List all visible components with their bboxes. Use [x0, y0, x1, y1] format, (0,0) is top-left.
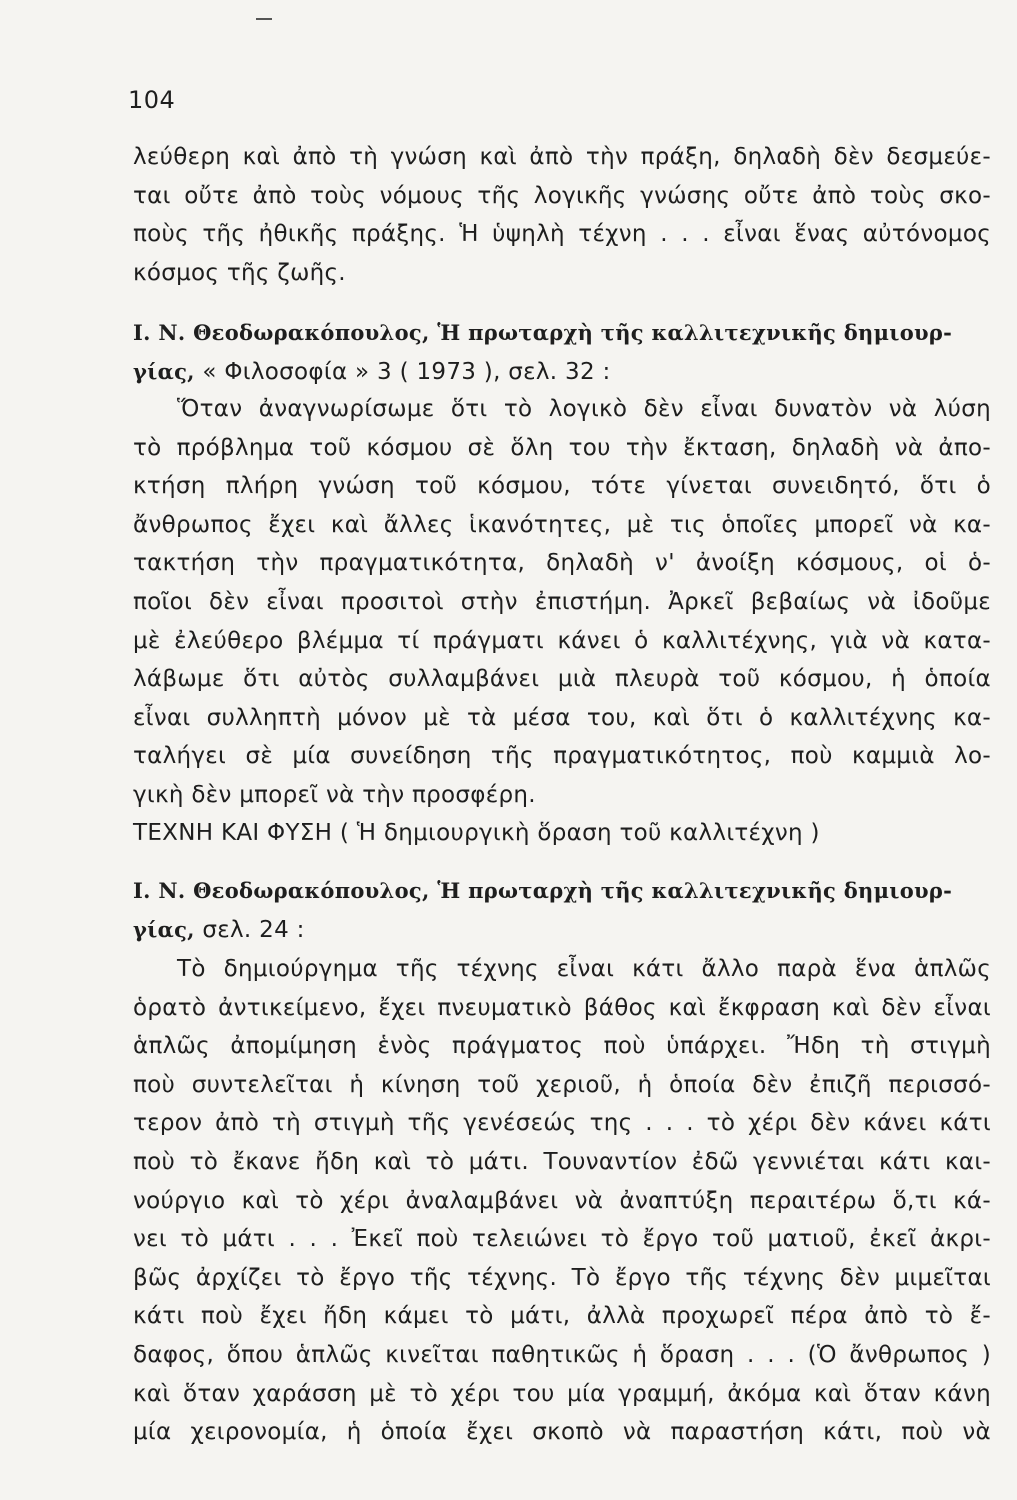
text-line: ταλήγει σὲ μία συνείδηση τῆς πραγματικότητος, ποὺ καμμιὰ λο-	[133, 743, 991, 770]
quote-paragraph-1	[133, 390, 991, 815]
text-line: δαφος, ὅπου ἁπλῶς κινεῖται παθητικῶς ἡ ὅραση . . . (Ὁ ἄνθρωπος )	[133, 1341, 991, 1368]
text-line: ποῖοι δὲν εἶναι προσιτοὶ στὴν ἐπιστήμη. Ἀρκεῖ βεβαίως νὰ ἰδοῦμε	[133, 588, 991, 615]
text-line: ποὺ τὸ ἔκανε ἤδη καὶ τὸ μάτι. Τουναντίον ἐδῶ γεννιέται κάτι και-	[133, 1148, 991, 1175]
text-line: Ὅταν ἀναγνωρίσωμε ὅτι τὸ λογικὸ δὲν εἶναι δυνατὸν νὰ λύση	[177, 396, 991, 422]
text-line: ποὺ συντελεῖται ἡ κίνηση τοῦ χεριοῦ, ἡ ὁποία δὲν ἐπιζῆ περισσό-	[133, 1071, 991, 1098]
quote-paragraph-2	[133, 950, 991, 1452]
text-line: τακτήση τὴν πραγματικότητα, δηλαδὴ ν' ἀνοίξη κόσμους, οἱ ὁ-	[133, 550, 991, 577]
text-line: λεύθερη καὶ ἀπὸ τὴ γνώση καὶ ἀπὸ τὴν πράξη, δηλαδὴ δὲν δεσμεύε-	[133, 144, 991, 170]
citation-author	[133, 314, 991, 353]
text-line: κόσμος τῆς ζωῆς.	[133, 259, 346, 286]
text-line: καὶ ὅταν χαράσση μὲ τὸ χέρι του μία γραμμή, ἀκόμα καὶ ὅταν κάνη	[133, 1380, 991, 1407]
citation-source-rest: σελ. 24 :	[194, 916, 305, 943]
text-line: ποὺς τῆς ἠθικῆς πράξης. Ἡ ὑψηλὴ τέχνη . . . εἶναι ἕνας αὐτόνομος	[133, 221, 991, 248]
text-line: τερον ἀπὸ τὴ στιγμὴ τῆς γενέσεώς της . . . τὸ χέρι δὲν κάνει κάτι	[133, 1110, 991, 1137]
citation-author-text: Ι. Ν. Θεοδωρακόπουλος, Ἡ πρωταρχὴ τῆς καλλιτεχνικῆς δημιουρ-	[133, 320, 953, 345]
text-line: ὁρατὸ ἀντικείμενο, ἔχει πνευματικὸ βάθος καὶ ἔκφραση καὶ δὲν εἶναι	[133, 994, 991, 1021]
citation-source-rest: « Φιλοσοφία » 3 ( 1973 ), σελ. 32 :	[194, 358, 611, 385]
text-line: ται οὔτε ἀπὸ τοὺς νόμους τῆς λογικῆς γνώσης οὔτε ἀπὸ τοὺς σκο-	[133, 182, 991, 209]
top-mark	[256, 18, 272, 20]
text-line: εἶναι συλληπτὴ μόνον μὲ τὰ μέσα του, καὶ ὅτι ὁ καλλιτέχνης κα-	[133, 704, 991, 731]
text-line: μία χειρονομία, ἡ ὁποία ἔχει σκοπὸ νὰ παραστήση κάτι, ποὺ νὰ	[133, 1419, 991, 1446]
citation-source-bold: γίας,	[133, 358, 195, 384]
text-line: γικὴ δὲν μπορεῖ νὰ τὴν προσφέρη.	[133, 781, 536, 808]
citation-1	[133, 314, 991, 391]
citation-author	[133, 872, 991, 911]
text-line: Τὸ δημιούργημα τῆς τέχνης εἶναι κάτι ἄλλο παρὰ ἕνα ἁπλῶς	[177, 956, 991, 982]
citation-source	[133, 911, 991, 950]
text-line: τὸ πρόβλημα τοῦ κόσμου σὲ ὅλη του τὴν ἔκταση, δηλαδὴ νὰ ἀπο-	[133, 434, 991, 461]
paragraph-continuation	[133, 138, 991, 292]
text-line: κτήση πλήρη γνώση τοῦ κόσμου, τότε γίνεται συνειδητό, ὅτι ὁ	[133, 473, 991, 500]
section-heading: ΤΕΧΝΗ ΚΑΙ ΦΥΣΗ ( Ἡ δημιουργικὴ ὅραση τοῦ καλλιτέχνη )	[133, 820, 820, 846]
text-line: ἁπλῶς ἀπομίμηση ἑνὸς πράγματος ποὺ ὑπάρχει. Ἤδη τὴ στιγμὴ	[133, 1033, 991, 1060]
text-line: κάτι ποὺ ἔχει ἤδη κάμει τὸ μάτι, ἀλλὰ προχωρεῖ πέρα ἀπὸ τὸ ἔ-	[133, 1303, 991, 1330]
page-number: 104	[128, 86, 176, 114]
text-line: νει τὸ μάτι . . . Ἐκεῖ ποὺ τελειώνει τὸ ἔργο τοῦ ματιοῦ, ἐκεῖ ἀκρι-	[133, 1226, 991, 1253]
citation-author-text: Ι. Ν. Θεοδωρακόπουλος, Ἡ πρωταρχὴ τῆς καλλιτεχνικῆς δημιουρ-	[133, 878, 953, 903]
text-line: ἄνθρωπος ἔχει καὶ ἄλλες ἱκανότητες, μὲ τις ὁποῖες μπορεῖ νὰ κα-	[133, 511, 991, 538]
text-line: βῶς ἀρχίζει τὸ ἔργο τῆς τέχνης. Τὸ ἔργο τῆς τέχνης δὲν μιμεῖται	[133, 1264, 991, 1291]
text-line: μὲ ἐλεύθερο βλέμμα τί πράγματι κάνει ὁ καλλιτέχνης, γιὰ νὰ κατα-	[133, 627, 991, 654]
section-heading-block	[133, 814, 991, 853]
text-line: λάβωμε ὅτι αὐτὸς συλλαμβάνει μιὰ πλευρὰ τοῦ κόσμου, ἡ ὁποία	[133, 666, 991, 693]
citation-source	[133, 353, 991, 392]
citation-source-bold: γίας,	[133, 916, 195, 942]
citation-2	[133, 872, 991, 949]
text-line: νούργιο καὶ τὸ χέρι ἀναλαμβάνει νὰ ἀναπτύξη περαιτέρω ὅ,τι κά-	[133, 1187, 991, 1214]
